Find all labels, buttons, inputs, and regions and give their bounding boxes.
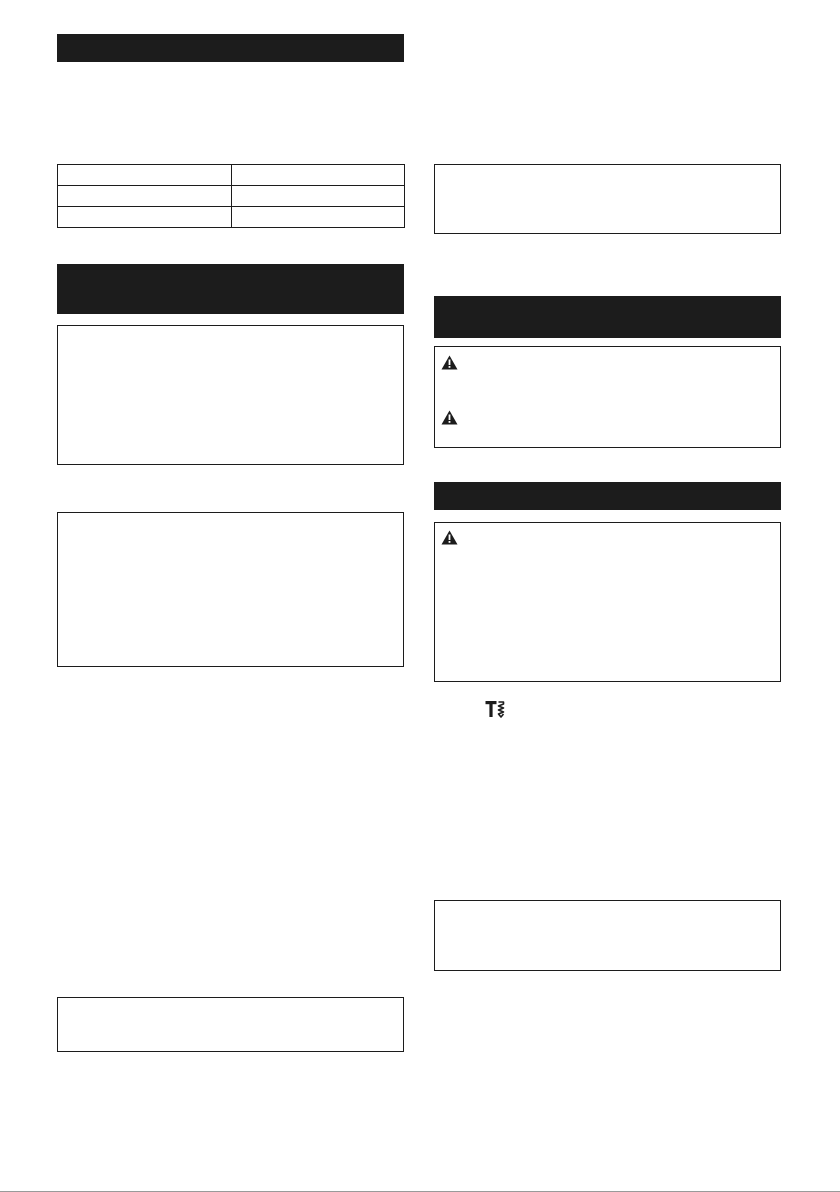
table-cell xyxy=(232,207,405,228)
section-header-bar-1 xyxy=(57,34,404,62)
spec-table xyxy=(57,164,405,228)
warning-triangle-icon xyxy=(441,530,458,545)
note-box-3 xyxy=(57,997,404,1052)
note-box-4 xyxy=(434,164,781,234)
note-box-1 xyxy=(57,325,404,465)
table-row xyxy=(58,165,405,186)
table-cell xyxy=(58,186,232,207)
table-cell xyxy=(232,165,405,186)
section-header-bar-2 xyxy=(57,264,404,314)
table-cell xyxy=(232,186,405,207)
warning-triangle-icon xyxy=(441,355,458,370)
section-header-bar-3 xyxy=(434,296,781,338)
warning-box-1 xyxy=(434,346,781,448)
hammer-tool-icon xyxy=(485,700,507,718)
note-box-5 xyxy=(434,900,781,971)
table-cell xyxy=(58,165,232,186)
table-row xyxy=(58,186,405,207)
table-row xyxy=(58,207,405,228)
warning-triangle-icon xyxy=(441,410,458,425)
warning-box-2 xyxy=(434,522,781,682)
section-header-bar-4 xyxy=(434,482,781,510)
table-cell xyxy=(58,207,232,228)
note-box-2 xyxy=(57,512,404,667)
